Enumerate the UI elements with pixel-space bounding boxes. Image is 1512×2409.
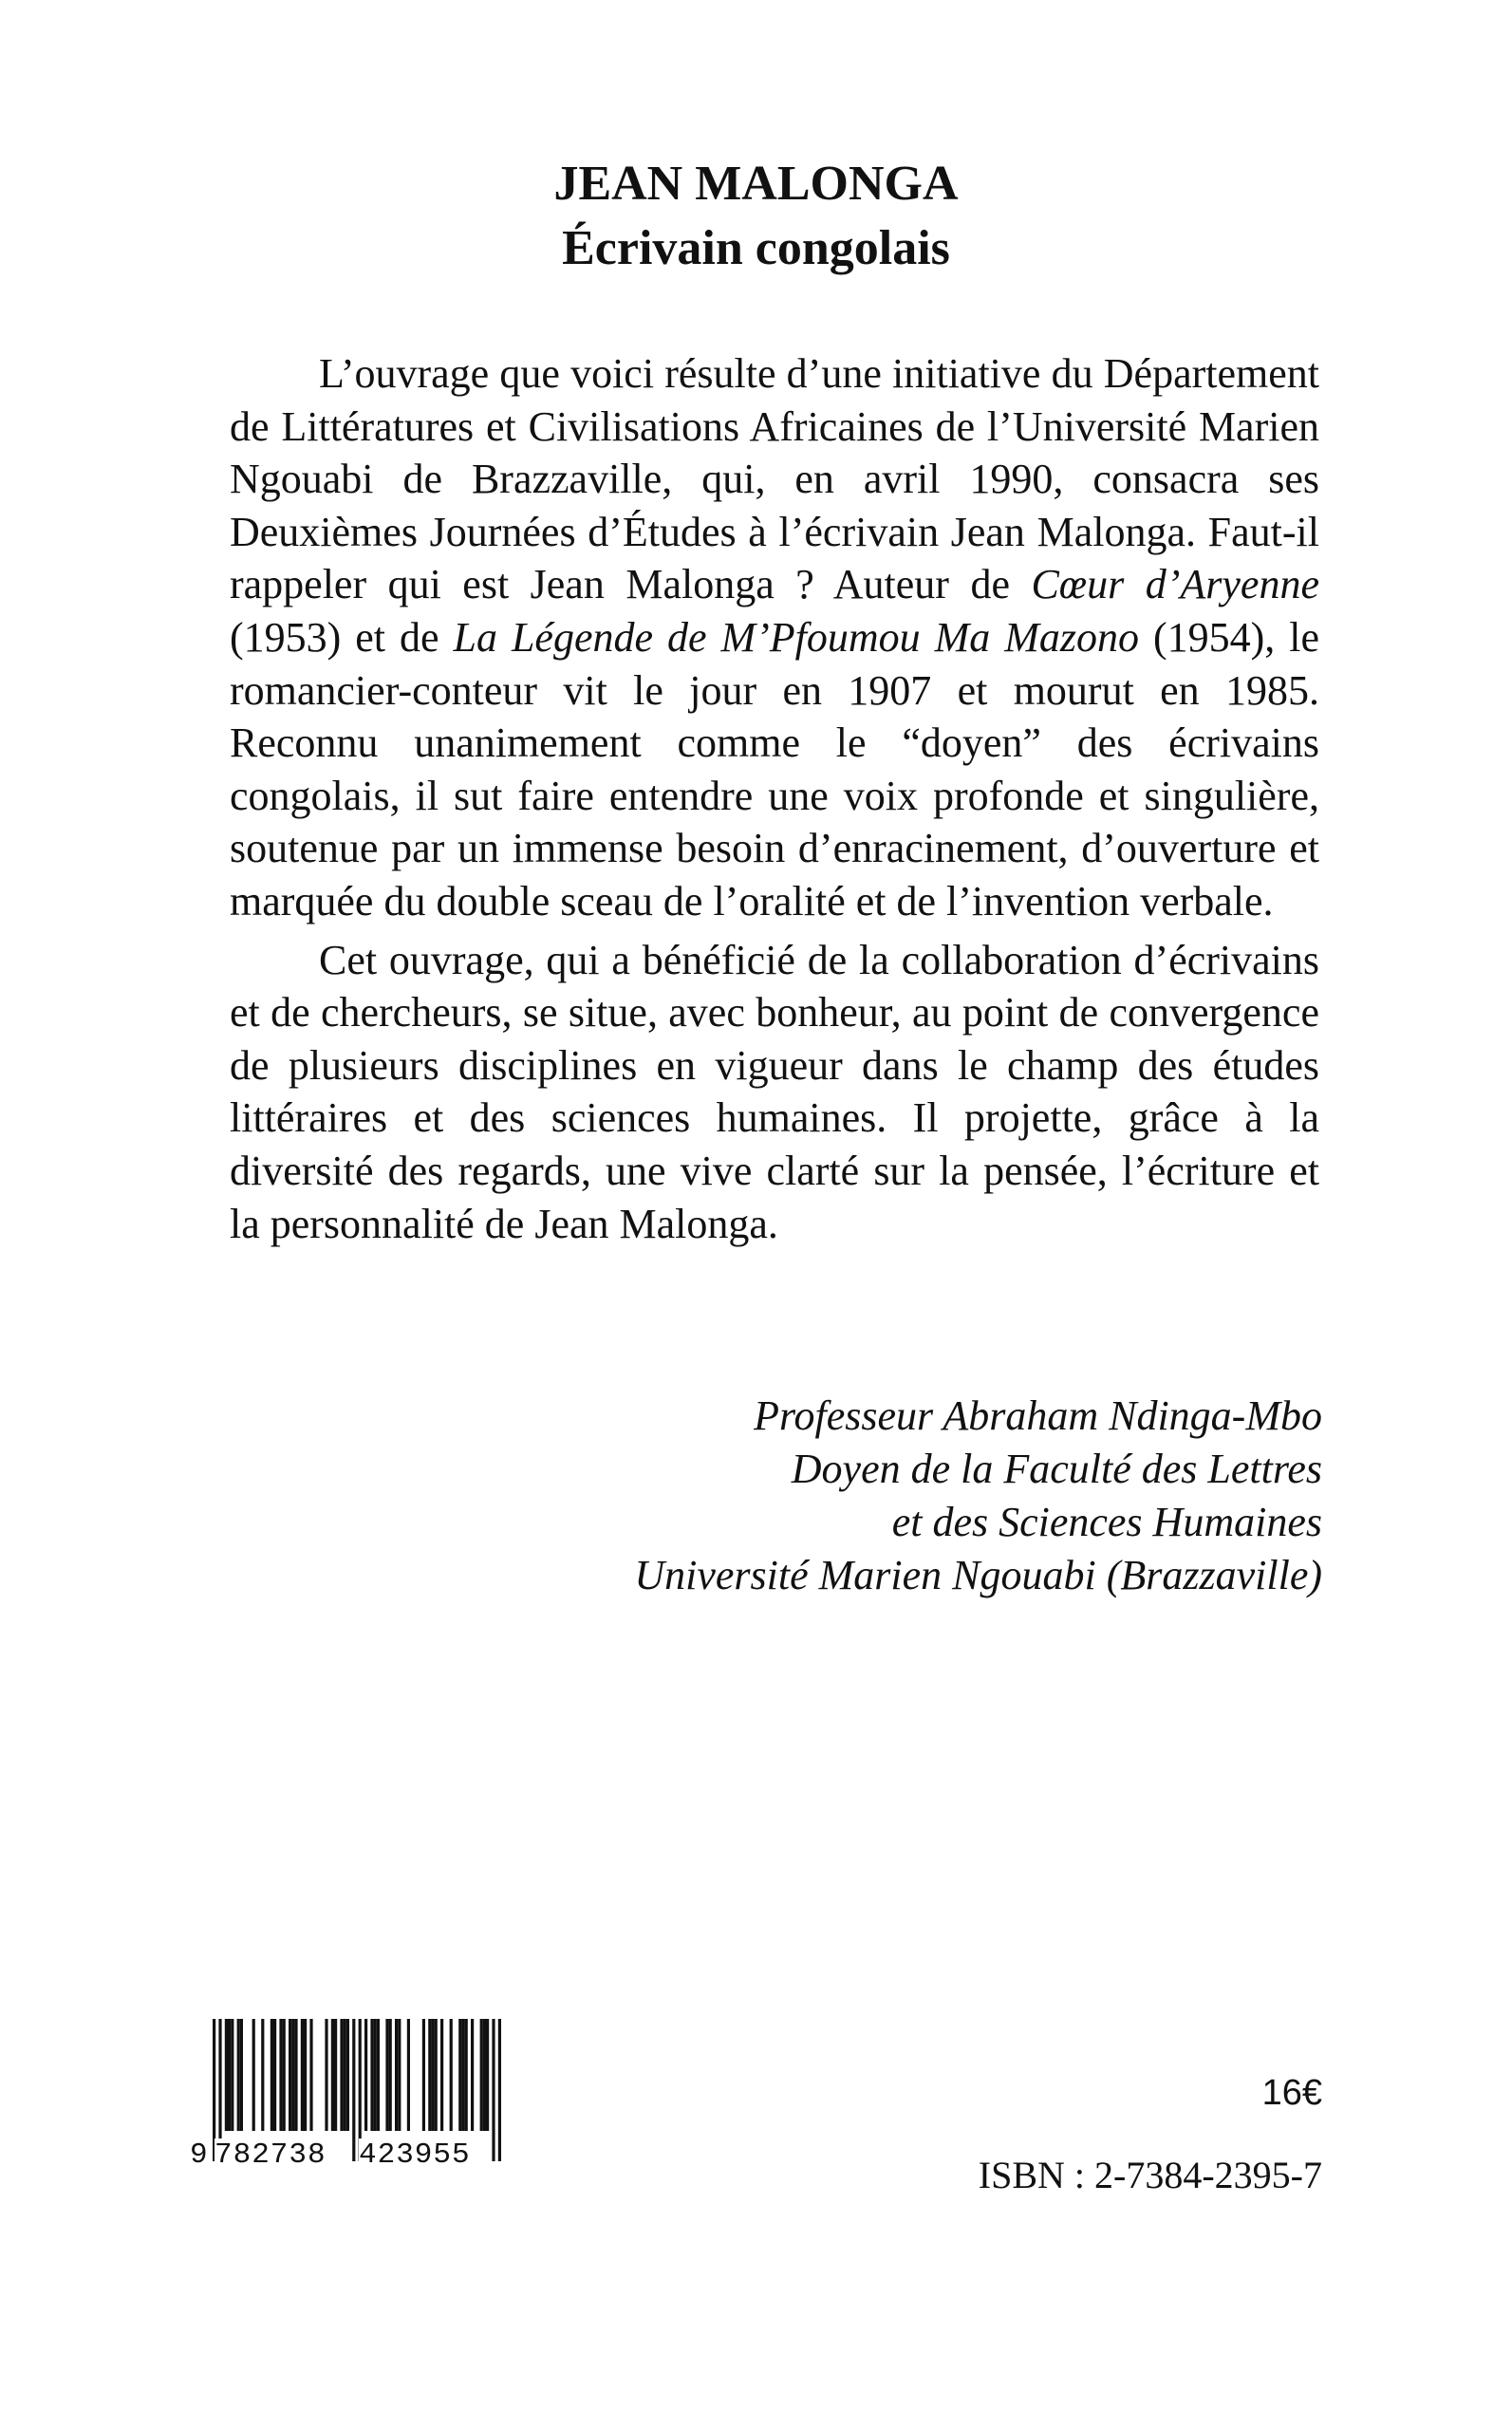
barcode-bar [483,2019,486,2131]
work-title-1: Cœur d’Aryenne [1031,561,1319,608]
barcode-bar [352,2019,355,2161]
signature-title: Doyen de la Faculté des Lettres [791,1446,1322,1492]
blurb-rest: (1954), le romancier-conteur vit le jour en 1907 et mourut en 1985. Reconnu unanimement comme le “doyen” des écrivains congolais, il sut faire entendre une voix profonde et singulière, soutenue par un immense besoin d’enracinement, d’ouverture et marquée du double sceau de l’oralité et de l’invention verbale. [230,613,1320,924]
barcode-bar [334,2019,337,2131]
barcode-bar [389,2019,392,2131]
barcode-bar [325,2019,327,2131]
barcode-bar [461,2019,464,2131]
barcode-bar [291,2019,294,2131]
barcode-bar [271,2019,273,2131]
barcode-bar [492,2019,495,2161]
title-block [0,152,1512,281]
signature-block [634,1390,1322,1602]
barcode-bar [486,2019,489,2131]
barcode-bar [407,2019,410,2131]
signature-faculty: et des Sciences Humaines [891,1499,1322,1545]
book-title: JEAN MALONGA [553,157,959,211]
book-subtitle: Écrivain congolais [562,221,950,275]
barcode-bar [480,2019,483,2131]
barcode-bar [498,2019,501,2161]
barcode-bar [261,2019,264,2131]
signature-name: Professeur Abraham Ndinga-Mbo [754,1392,1322,1439]
barcode-bar [304,2019,307,2131]
barcode-bar [231,2019,233,2131]
isbn: ISBN : 2-7384-2395-7 [978,2154,1322,2196]
barcode-bar [346,2019,349,2131]
barcode-bar [279,2019,282,2131]
barcode-bar [395,2019,398,2131]
barcode-bar [370,2019,373,2131]
barcode-bar [471,2019,474,2131]
blurb-paragraph-2: Cet ouvrage, qui a bénéficié de la collaboration d’écrivains et de chercheurs, se situe, avec bonheur, au point de convergence de plusieurs disciplines en vigueur dans le champ des études littéraires et des sciences humaines. Il projette, grâce à la diversité des regards, une vive clarté sur la pensée, l’écriture et la personnalité de Jean Malonga. [230,936,1319,1247]
barcode-group-2: 423955 [359,2138,471,2172]
blurb-intro: L’ouvrage que voici résulte d’une initiative du Département de Littératures et Civilisations Africaines de l’Université Marien Ngouabi de Brazzaville, qui, en avril 1990, consacra ses Deuxièmes Journées d’Études à l’écrivain Jean Malonga. Faut-il rappeler qui est Jean Malonga ? Auteur de [230,350,1319,608]
barcode-bar [440,2019,443,2131]
barcode-bar [431,2019,434,2131]
barcode-bar [225,2019,228,2131]
barcode-bar [289,2019,291,2131]
barcode-bar [340,2019,343,2131]
barcode-bar [237,2019,240,2131]
barcode-bar [309,2019,312,2131]
barcode-bar [385,2019,388,2131]
barcode-first-digit: 9 [190,2138,209,2172]
barcode-bar [283,2019,286,2131]
barcode-bar [294,2019,297,2131]
barcode-bar [398,2019,401,2131]
barcode-bar [465,2019,468,2131]
barcode-bar [364,2019,367,2131]
barcode-bar [450,2019,453,2131]
barcode [190,2019,503,2171]
barcode-bar [331,2019,334,2131]
barcode-bar [273,2019,276,2131]
barcode-group-1: 782738 [215,2138,327,2172]
barcode-bar [458,2019,461,2131]
blurb-mid: (1953) et de [230,613,454,661]
barcode-bar [344,2019,346,2131]
barcode-bar [428,2019,431,2131]
barcode-bar [435,2019,438,2131]
barcode-bar [422,2019,425,2131]
barcode-bar [240,2019,243,2131]
work-title-2: La Légende de M’Pfoumou Ma Mazono [453,613,1140,661]
signature-university: Université Marien Ngouabi (Brazzaville) [634,1552,1322,1598]
barcode-bar [301,2019,304,2131]
barcode-bar [374,2019,377,2131]
blurb-paragraph-1 [230,347,1319,928]
barcode-bar [252,2019,255,2131]
price: 16€ [1261,2073,1322,2113]
blurb-text [230,347,1319,1250]
barcode-bar [228,2019,231,2131]
barcode-bar [377,2019,380,2131]
